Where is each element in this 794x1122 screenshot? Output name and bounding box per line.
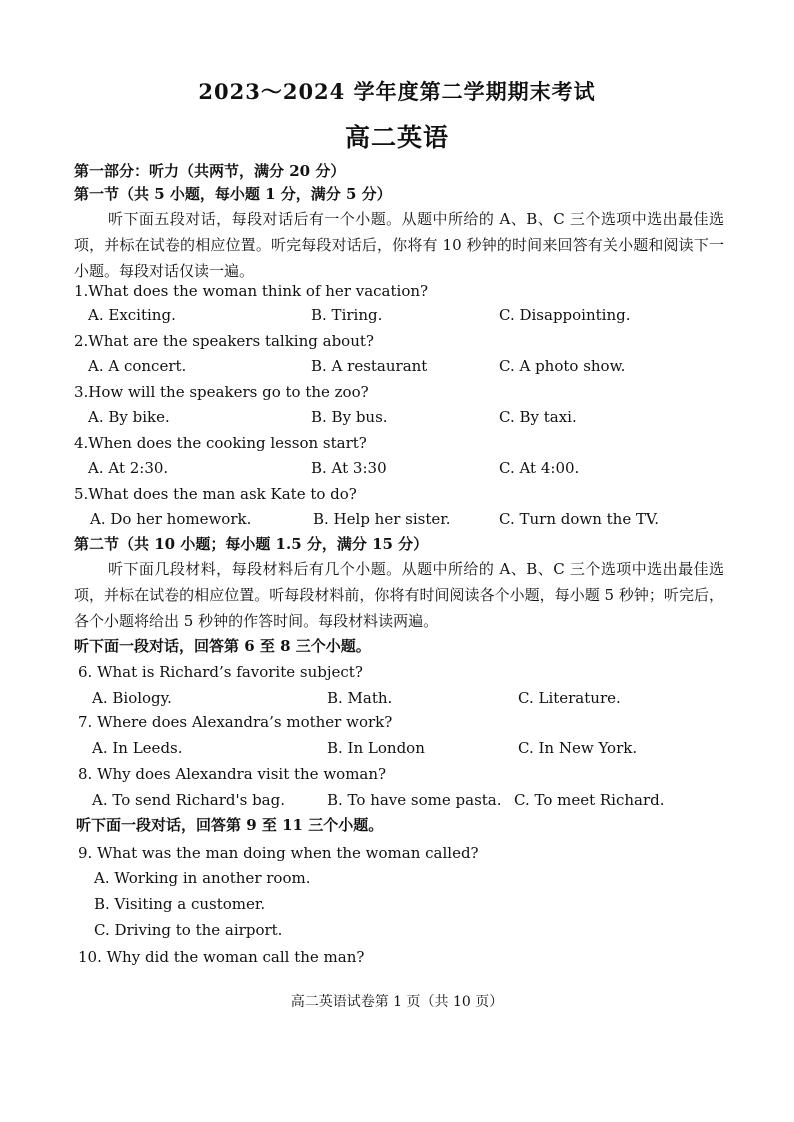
q1-option-b: B. Tiring.: [311, 306, 383, 324]
section1-instructions: 听下面五段对话，每段对话后有一个小题。从题中所给的 A、B、C 三个选项中选出最佳选项，并标在试卷的相应位置。听完每段对话后，你将有 10 秒钟的时间来回答有关小题和阅读下一小题。每段对话仅读一遍。: [74, 210, 724, 280]
q1-option-a: A. Exciting.: [88, 306, 176, 324]
q5-option-a: A. Do her homework.: [90, 510, 252, 528]
q3-option-a: A. By bike.: [88, 408, 170, 426]
section2-heading: 第二节（共 10 小题；每小题 1.5 分，满分 15 分）: [74, 535, 429, 553]
question-4: 4.When does the cooking lesson start?: [74, 434, 367, 452]
q9-option-b: B. Visiting a customer.: [94, 895, 266, 913]
q5-option-c: C. Turn down the TV.: [499, 510, 659, 528]
q9-option-a: A. Working in another room.: [94, 869, 311, 887]
page-footer: 高二英语试卷第 1 页（共 10 页）: [290, 994, 504, 1010]
q7-option-c: C. In New York.: [518, 739, 638, 757]
exam-subject: 高二英语: [344, 123, 449, 152]
q8-option-b: B. To have some pasta.: [327, 791, 502, 809]
question-9: 9. What was the man doing when the woman called?: [78, 844, 479, 862]
question-10: 10. Why did the woman call the man?: [78, 948, 365, 966]
q4-option-a: A. At 2:30.: [88, 459, 169, 477]
q8-option-a: A. To send Richard's bag.: [92, 791, 285, 809]
q1-option-c: C. Disappointing.: [499, 306, 631, 324]
part1-heading: 第一部分：听力（共两节，满分 20 分）: [74, 162, 346, 180]
question-5: 5.What does the man ask Kate to do?: [74, 485, 357, 503]
group2-instruction: 听下面一段对话，回答第 9 至 11 三个小题。: [76, 816, 384, 834]
q3-option-c: C. By taxi.: [499, 408, 577, 426]
question-3: 3.How will the speakers go to the zoo?: [74, 383, 369, 401]
q4-option-b: B. At 3:30: [311, 459, 387, 477]
exam-title: 2023～2024 学年度第二学期期末考试: [198, 79, 596, 104]
q2-option-b: B. A restaurant: [311, 357, 428, 375]
question-6: 6. What is Richard’s favorite subject?: [78, 663, 363, 681]
q6-option-a: A. Biology.: [92, 689, 172, 707]
q7-option-b: B. In London: [327, 739, 425, 757]
q5-option-b: B. Help her sister.: [313, 510, 451, 528]
q6-option-c: C. Literature.: [518, 689, 621, 707]
q3-option-b: B. By bus.: [311, 408, 388, 426]
q2-option-c: C. A photo show.: [499, 357, 626, 375]
q6-option-b: B. Math.: [327, 689, 393, 707]
section1-heading: 第一节（共 5 小题，每小题 1 分，满分 5 分）: [74, 185, 392, 203]
section2-instructions: 听下面几段材料，每段材料后有几个小题。从题中所给的 A、B、C 三个选项中选出最佳选项，并标在试卷的相应位置。听每段材料前，你将有时间阅读各个小题，每小题 5 秒钟；听完后，各个小题将给出 5 秒钟的作答时间。每段材料读两遍。: [74, 560, 724, 630]
q2-option-a: A. A concert.: [88, 357, 187, 375]
question-8: 8. Why does Alexandra visit the woman?: [78, 765, 387, 783]
q4-option-c: C. At 4:00.: [499, 459, 580, 477]
q9-option-c: C. Driving to the airport.: [94, 921, 283, 939]
q7-option-a: A. In Leeds.: [92, 739, 183, 757]
question-7: 7. Where does Alexandra’s mother work?: [78, 713, 393, 731]
q8-option-c: C. To meet Richard.: [514, 791, 665, 809]
group1-instruction: 听下面一段对话，回答第 6 至 8 三个小题。: [74, 637, 371, 655]
question-2: 2.What are the speakers talking about?: [74, 332, 374, 350]
question-1: 1.What does the woman think of her vacation?: [74, 282, 429, 300]
